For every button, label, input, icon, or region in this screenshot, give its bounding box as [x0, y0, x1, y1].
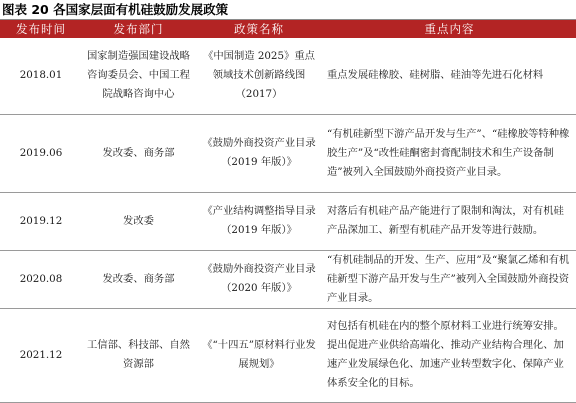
row-policy-text: 《“十四五”原材料行业发展规划》 — [202, 339, 316, 370]
table-header-row — [0, 20, 576, 38]
table-row — [0, 192, 576, 250]
row-policy — [195, 114, 323, 192]
row-policy-text: 《中国制造 2025》重点领域技术创新路线图（2017） — [203, 50, 315, 101]
table-row — [0, 114, 576, 192]
row-content-text: “有机硅新型下游产品开发与生产”、“硅橡胶等特种橡胶生产”及“改性硅酮密封膏配制技术和生产设备制造”被列入全国鼓励外商投资产业目录。 — [327, 127, 570, 178]
row-policy — [195, 308, 323, 402]
row-date-text: 2018.01 — [19, 69, 63, 82]
row-content — [323, 38, 576, 114]
table-row — [0, 250, 576, 308]
row-department — [82, 38, 195, 114]
header-key-content: 重点内容 — [323, 20, 576, 38]
row-content — [323, 192, 576, 250]
row-department — [82, 250, 195, 308]
row-policy — [195, 250, 323, 308]
row-policy-text: 《产业结构调整指导目录（2019 年版）》 — [202, 205, 316, 236]
row-content-text: 重点发展硅橡胶、硅树脂、硅油等先进石化材料 — [327, 69, 544, 82]
row-department — [82, 192, 195, 250]
row-content-text: 对包括有机硅在内的整个原材料工业进行统筹安排。提出促进产业供给高端化、推动产业结构合理化、加速产业发展绿色化、加速产业转型数字化、保障产业体系安全化的目标。 — [327, 320, 564, 389]
row-department-text: 发改委 — [123, 214, 154, 227]
row-content — [323, 114, 576, 192]
row-date-text: 2021.12 — [19, 348, 63, 361]
policy-table — [0, 20, 576, 403]
row-date — [0, 114, 82, 192]
table-row — [0, 308, 576, 402]
row-date — [0, 250, 82, 308]
row-date — [0, 308, 82, 402]
row-content — [323, 250, 576, 308]
row-date-text: 2019.06 — [19, 146, 63, 159]
row-department — [82, 308, 195, 402]
row-department-text: 发改委、商务部 — [102, 272, 175, 285]
row-department-text: 工信部、科技部、自然资源部 — [87, 339, 190, 370]
header-policy-name: 政策名称 — [195, 20, 323, 38]
row-department-text: 发改委、商务部 — [102, 146, 175, 159]
row-policy-text: 《鼓励外商投资产业目录（2020 年版）》 — [202, 263, 316, 294]
row-date-text: 2020.08 — [19, 272, 63, 285]
header-department: 发布部门 — [82, 20, 195, 38]
row-content-text: “有机硅制品的开发、生产、应用”及“聚氯乙烯和有机硅新型下游产品开发与生产”被列入全国鼓励外商投资产业目录。 — [327, 253, 570, 304]
row-content-text: 对落后有机硅产品产能进行了限制和淘汰，对有机硅产品深加工、新型有机硅产品开发等进行鼓励。 — [327, 205, 564, 236]
row-policy — [195, 192, 323, 250]
figure-title: 图表 20 各国家层面有机硅鼓励发展政策 — [2, 2, 229, 17]
row-policy — [195, 38, 323, 114]
row-department — [82, 114, 195, 192]
row-date — [0, 192, 82, 250]
row-date — [0, 38, 82, 114]
table-row — [0, 38, 576, 114]
row-policy-text: 《鼓励外商投资产业目录（2019 年版）》 — [202, 137, 316, 168]
row-content — [323, 308, 576, 402]
row-department-text: 国家制造强国建设战略咨询委员会、中国工程院战略咨询中心 — [87, 50, 190, 101]
row-date-text: 2019.12 — [19, 214, 63, 227]
header-date: 发布时间 — [0, 20, 82, 38]
